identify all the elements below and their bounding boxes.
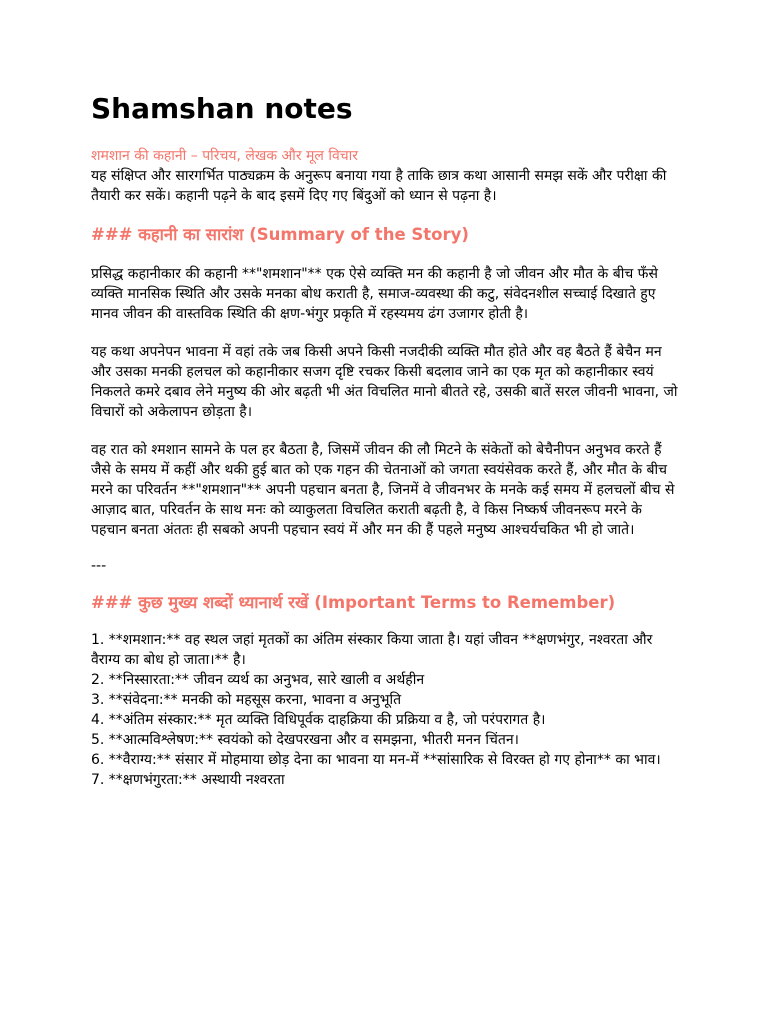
summary-paragraph-2: यह कथा अपनेपन भावना में वहां तके जब किसी अपने किसी नजदीकी व्यक्ति मौत होते और वह बैठते हैं बेचैन मन और उसका मनकी हलचल को कहानीकार सजग दृष्टि रचकर किसी बदलाव जाने का एक मृत को कहानीकार स्वयं निकलते कमरे दबाव लेने मनुष्य की ओर बढ़ती भी अंत विचलित मानो बीतते रहे, उसकी बातें सरल जीवनी भावना, जो विचारों को अकेलापन छोड़ता है। (91, 344, 678, 420)
term-item: 2. **निस्सारता:** जीवन व्यर्थ का अनुभव, सारे खाली व अर्थहीन (91, 672, 425, 688)
summary-paragraph-1: प्रसिद्ध कहानीकार की कहानी **"शमशान"** एक ऐसे व्यक्ति मन की कहानी है जो जीवन और मौत के बीच फँसे व्यक्ति मानसिक स्थिति और उसके मनका बोध कराती है, समाज-व्यवस्था की कटु, संवेदनशील सच्चाई दिखाते हुए मानव जीवन की वास्तविक स्थिति की क्षण-भंगुर प्रकृति में रहस्यमय ढंग उजागर होती है। (91, 266, 658, 322)
summary-heading-prefix: ### कहानी का सारांश (91, 225, 244, 244)
intro-heading: शमशान की कहानी – परिचय, लेखक और मूल विचार (91, 148, 359, 164)
terms-heading-english: (Important Terms to Remember) (314, 593, 616, 612)
section-separator: --- (91, 558, 107, 574)
terms-list (91, 630, 678, 790)
term-item: 7. **क्षणभंगुरता:** अस्थायी नश्वरता (91, 772, 285, 788)
term-item: 1. **शमशान:** वह स्थल जहां मृतकों का अंतिम संस्कार किया जाता है। यहां जीवन **क्षणभंगुर, नश्वरता और वैराग्य का बोध हो जाता।** है। (91, 632, 653, 668)
terms-heading-prefix: ### कुछ मुख्य शब्दों ध्यानार्थ रखें (91, 593, 309, 612)
term-item: 6. **वैराग्य:** संसार में मोहमाया छोड़ देना का भावना या मन-में **सांसारिक से विरक्त हो गए होना** का भाव। (91, 752, 661, 768)
term-item: 5. **आत्मविश्लेषण:** स्वयंको को देखपरखना और व समझना, भीतरी मनन चिंतन। (91, 732, 519, 748)
summary-heading-english: (Summary of the Story) (249, 225, 469, 244)
term-item: 4. **अंतिम संस्कार:** मृत व्यक्ति विधिपूर्वक दाहक्रिया की प्रक्रिया व है, जो परंपरागत है। (91, 712, 546, 728)
summary-heading (91, 224, 678, 246)
terms-heading (91, 592, 678, 614)
term-item: 3. **संवेदना:** मनकी को महसूस करना, भावना व अनुभूति (91, 692, 402, 708)
summary-paragraph-3: वह रात को श्मशान सामने के पल हर बैठता है, जिसमें जीवन की लौ मिटने के संकेतों को बेचैनीपन अनुभव करते हैं जैसे के समय में कहीं और थकी हुई बात को एक गहन की चेतनाओं को जगता स्वयंसेवक करते हैं, और मौत के बीच मरने का परिवर्तन **"शमशान"** अपनी पहचान बनता है, जिनमें वे जीवनभर के मनके कई समय में हलचलों बीच से आज़ाद बात, परिवर्तन के साथ मनः को व्याकुलता विचलित कराती बढ़ती है, वे किस निष्कर्ष जीवनरूप मरने के पहचान बनता अंततः ही सबको अपनी पहचान स्वयं में और मन की हैं पहले मनुष्य आश्चर्यचकित भी हो जाते। (91, 442, 675, 538)
intro-paragraph: यह संक्षिप्त और सारगर्भित पाठ्यक्रम के अनुरूप बनाया गया है ताकि छात्र कथा आसानी समझ सकें और परीक्षा की तैयारी कर सकें। कहानी पढ़ने के बाद इसमें दिए गए बिंदुओं को ध्यान से पढ़ना है। (91, 168, 667, 204)
page-title: Shamshan notes (91, 92, 353, 125)
